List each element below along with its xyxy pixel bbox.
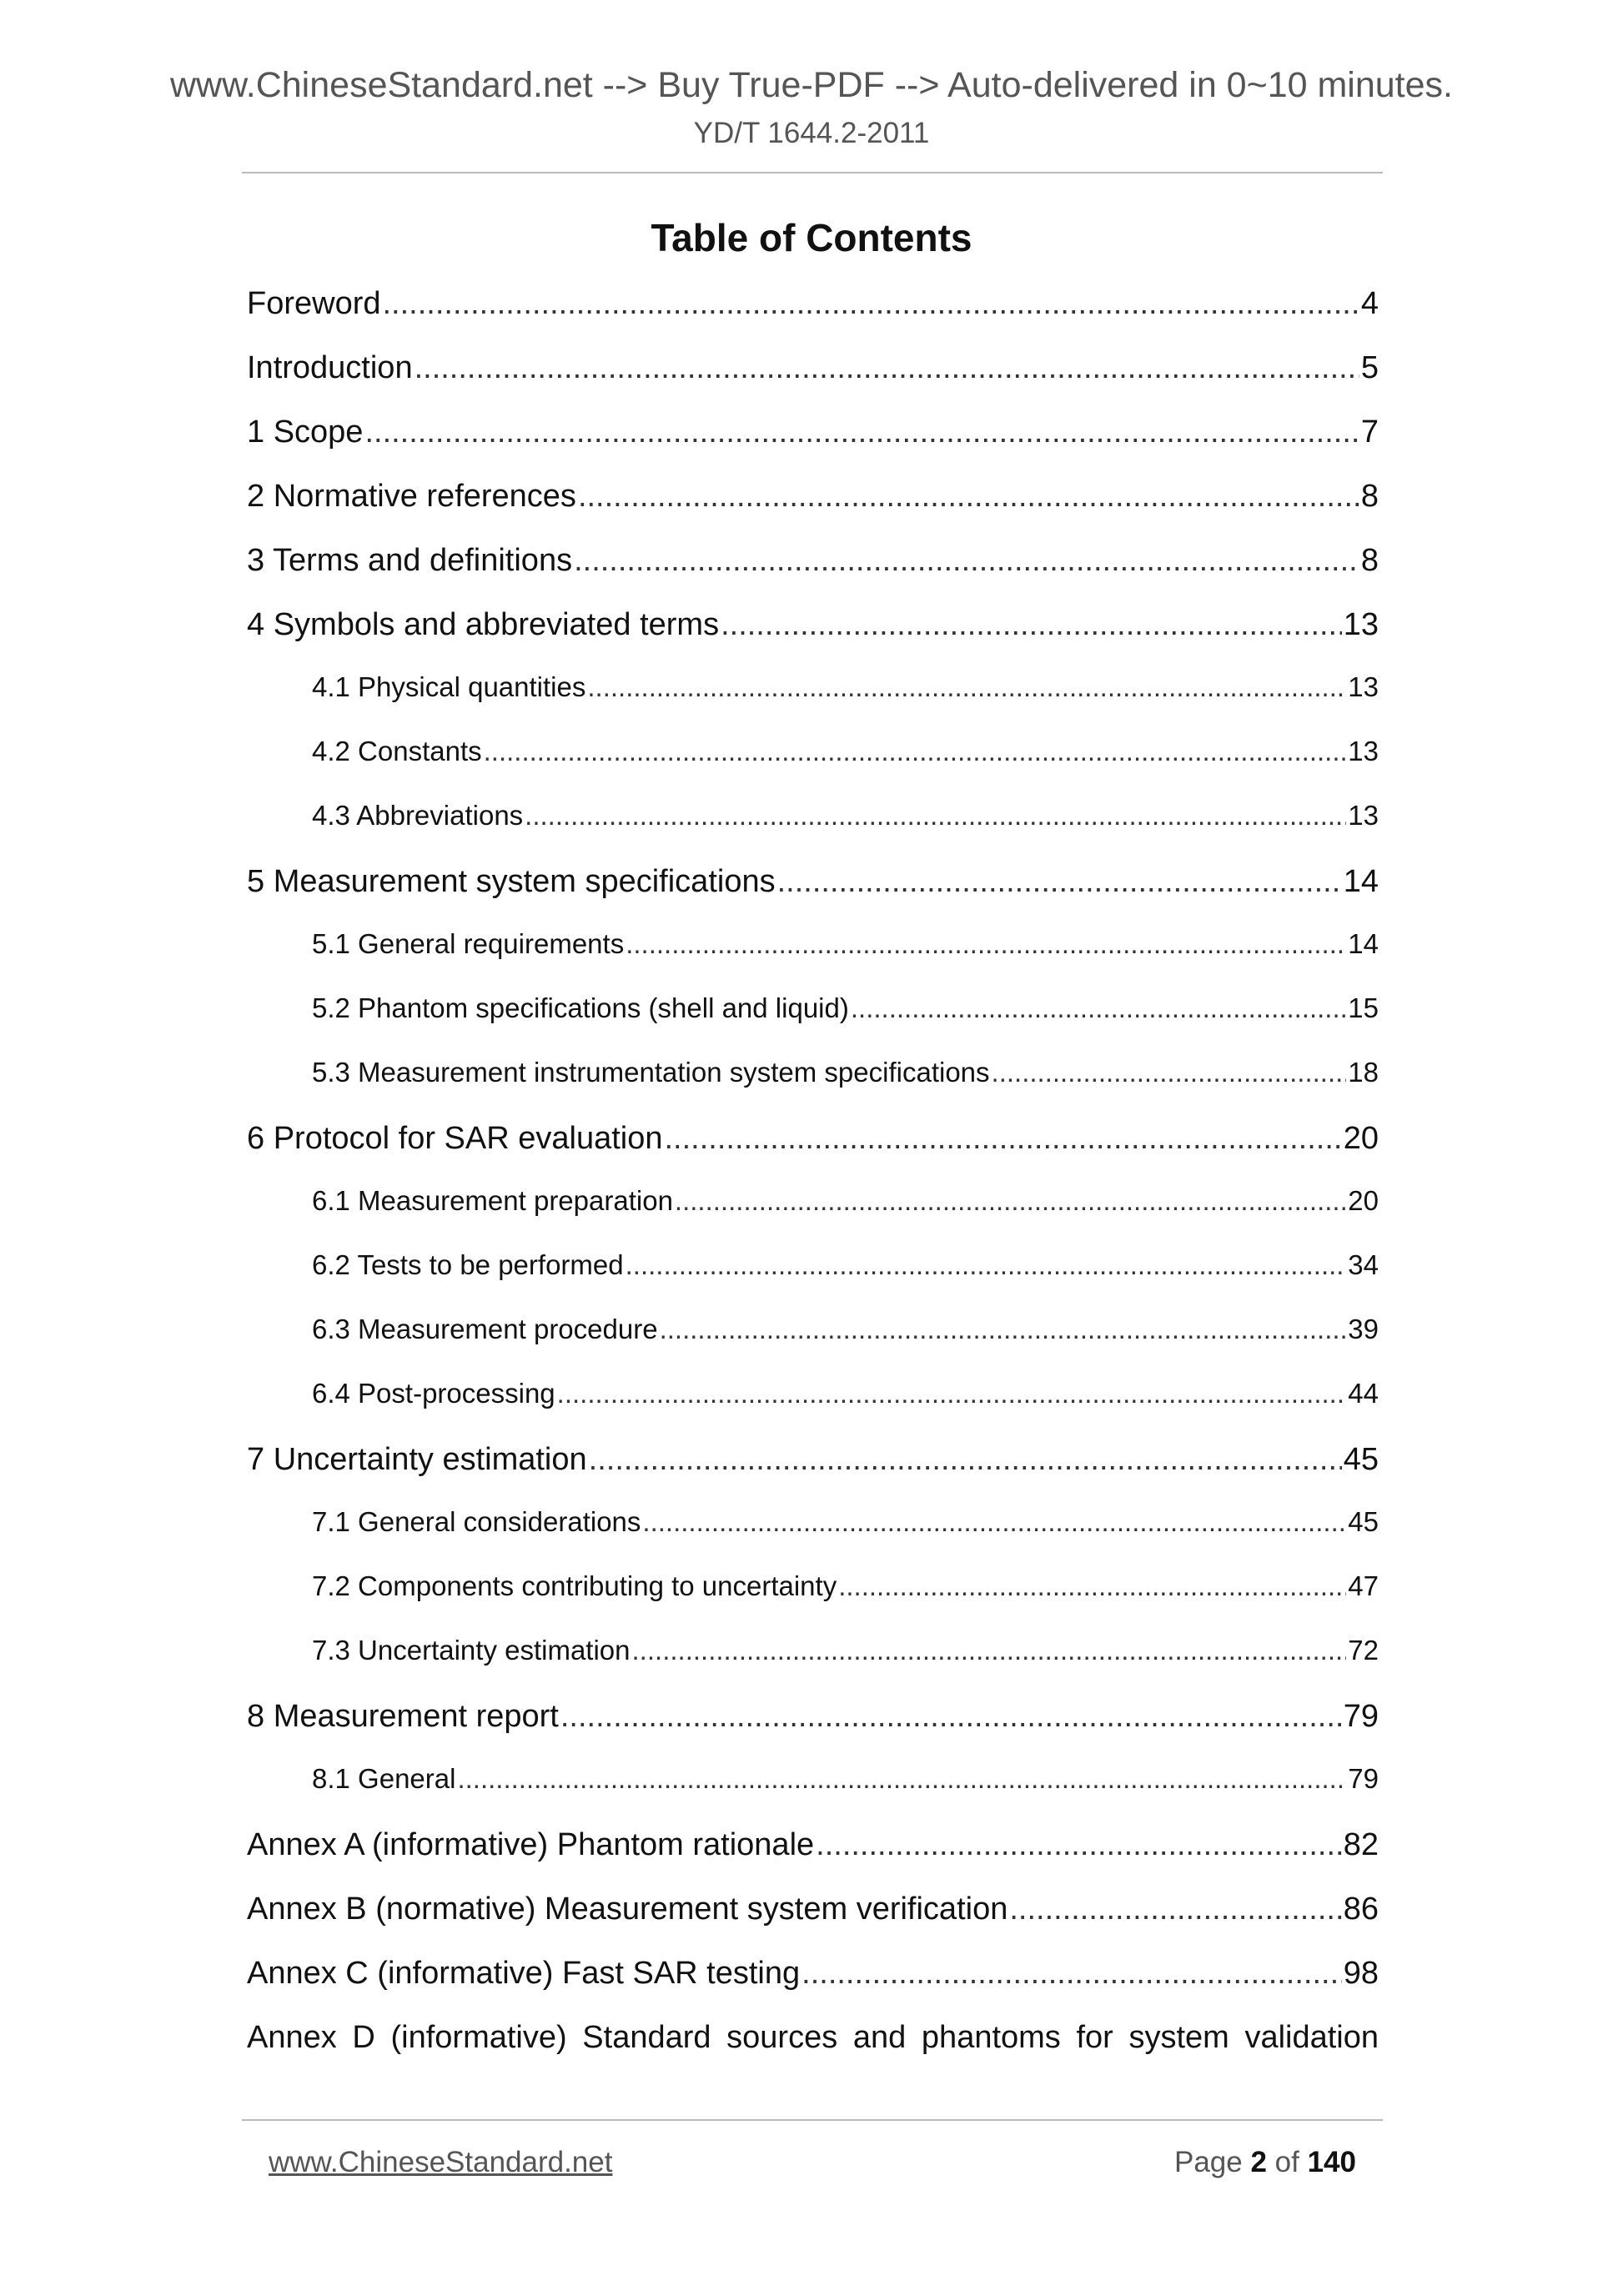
site-banner: www.ChineseStandard.net --> Buy True-PDF --> Auto-delivered in 0~10 minutes. [169,65,1453,105]
toc-entry-label: Annex B (normative) Measurement system verification [247,1892,1008,1927]
toc-entry-tests-to-be-performed[interactable] [312,1249,1379,1314]
toc-entry-label: 8 Measurement report [247,1699,559,1734]
toc-entry-label: 5 Measurement system specifications [247,864,776,899]
toc-leader-dots [589,1442,1342,1478]
toc-entry-measurement-system-specs[interactable] [247,864,1379,928]
toc-entry-sar-protocol[interactable] [247,1121,1379,1185]
footer-divider [242,2119,1383,2121]
toc-entry-page: 4 [1360,286,1379,321]
toc-entry-page: 20 [1343,1121,1379,1156]
toc-leader-dots [574,543,1359,579]
toc-entry-label: 6 Protocol for SAR evaluation [247,1121,663,1156]
toc-leader-dots [383,286,1359,322]
toc-entry-label: 7.1 General considerations [312,1506,641,1537]
toc-entry-page: 13 [1343,607,1379,642]
toc-entry-page: 8 [1360,543,1379,578]
toc-leader-dots [626,928,1346,960]
toc-entry-physical-quantities[interactable] [312,671,1379,736]
toc-entry-label: 5.1 General requirements [312,928,625,959]
toc-leader-dots [557,1378,1347,1409]
toc-leader-dots [665,1121,1342,1157]
toc-entry-label: 3 Terms and definitions [247,543,573,578]
toc-leader-dots [587,671,1346,703]
toc-leader-dots [777,864,1342,900]
toc-entry-uncertainty-estimation[interactable] [247,1442,1379,1506]
toc-entry-introduction[interactable] [247,350,1379,414]
toc-entry-uncertainty-components[interactable] [312,1570,1379,1635]
current-page-number: 2 [1250,2146,1267,2178]
toc-entry-page: 39 [1348,1314,1379,1344]
toc-entry-scope[interactable] [247,414,1379,479]
toc-entry-page: 18 [1348,1057,1379,1088]
toc-entry-label: 4.2 Constants [312,736,482,766]
toc-entry-page: 34 [1348,1249,1379,1280]
toc-entry-page: 82 [1343,1827,1379,1862]
toc-entry-page: 13 [1348,671,1379,702]
toc-entry-label: Introduction [247,350,413,385]
toc-leader-dots [1009,1892,1341,1927]
toc-entry-symbols[interactable] [247,607,1379,671]
toc-entry-page: 14 [1348,928,1379,959]
toc-entry-page: 8 [1360,479,1379,514]
toc-entry-general-considerations[interactable] [312,1506,1379,1570]
toc-entry-page: 98 [1343,1956,1379,1991]
toc-entry-page: 7 [1360,414,1379,450]
toc-entry-measurement-procedure[interactable] [312,1314,1379,1378]
toc-entry-label: Annex C (informative) Fast SAR testing [247,1956,801,1991]
toc-entry-label: Foreword [247,286,381,321]
toc-leader-dots [816,1827,1342,1863]
toc-entry-page: 14 [1343,864,1379,899]
toc-entry-instrumentation-specs[interactable] [312,1057,1379,1121]
toc-entry-page: 13 [1348,800,1379,831]
site-link[interactable]: www.ChineseStandard.net [269,2146,613,2178]
page-word: Page [1173,2146,1243,2178]
toc-leader-dots [525,800,1346,831]
toc-leader-dots [626,1249,1347,1281]
header-divider [242,172,1383,173]
toc-entry-measurement-report[interactable] [247,1699,1379,1763]
toc-leader-dots [642,1506,1346,1538]
toc-entry-annex-a[interactable] [247,1827,1379,1892]
toc-entry-label: 6.1 Measurement preparation [312,1185,673,1216]
toc-entry-post-processing[interactable] [312,1378,1379,1442]
toc-entry-abbreviations[interactable] [312,800,1379,864]
toc-leader-dots [457,1763,1346,1795]
toc-entry-label: 5.3 Measurement instrumentation system specifications [312,1057,990,1088]
toc-entry-measurement-preparation[interactable] [312,1185,1379,1249]
standard-code: YD/T 1644.2-2011 [693,117,930,149]
toc-entry-page: 79 [1348,1763,1379,1794]
toc-entry-label: 2 Normative references [247,479,576,514]
toc-entry-label: 1 Scope [247,414,364,450]
toc-entry-label: 4.1 Physical quantities [312,671,586,702]
toc-entry-annex-b[interactable] [247,1892,1379,1956]
toc-entry-page: 45 [1348,1506,1379,1537]
toc-entry-label: 6.3 Measurement procedure [312,1314,658,1344]
toc-entry-label: 7 Uncertainty estimation [247,1442,587,1477]
toc-entry-label: 6.4 Post-processing [312,1378,555,1409]
toc-leader-dots [364,414,1359,450]
page-counter [1174,2146,1356,2179]
toc-entry-annex-c[interactable] [247,1956,1379,2020]
toc-entry-uncertainty-estimation-sub[interactable] [312,1635,1379,1699]
total-page-number: 140 [1307,2146,1356,2178]
toc-leader-dots [851,992,1346,1024]
toc-entry-label: Annex D (informative) Standard sources and phantoms for system validation [247,2020,1379,2055]
toc-entry-page: 5 [1360,350,1379,385]
toc-entry-normative-references[interactable] [247,479,1379,543]
toc-leader-dots [801,1956,1342,1992]
toc-entry-label: 7.3 Uncertainty estimation [312,1635,631,1665]
of-word: of [1274,2146,1299,2178]
toc-entry-label: 8.1 General [312,1763,456,1794]
page-title: Table of Contents [651,216,972,259]
toc-entry-label: 7.2 Components contributing to uncertainty [312,1570,837,1601]
toc-entry-phantom-specs[interactable] [312,992,1379,1057]
table-of-contents [247,286,1379,2084]
toc-entry-page: 44 [1348,1378,1379,1409]
toc-entry-page: 72 [1348,1635,1379,1665]
toc-leader-dots [632,1635,1347,1666]
toc-leader-dots [838,1570,1346,1602]
toc-entry-page: 15 [1348,992,1379,1023]
toc-entry-report-general[interactable] [312,1763,1379,1827]
toc-leader-dots [721,607,1342,643]
toc-entry-page: 79 [1343,1699,1379,1734]
toc-entry-label: Annex A (informative) Phantom rationale [247,1827,815,1862]
toc-entry-label: 4.3 Abbreviations [312,800,524,831]
toc-entry-page: 13 [1348,736,1379,766]
toc-entry-constants[interactable] [312,736,1379,800]
toc-leader-dots [992,1057,1347,1088]
toc-entry-page: 86 [1343,1892,1379,1927]
toc-entry-general-requirements[interactable] [312,928,1379,992]
toc-entry-label: 6.2 Tests to be performed [312,1249,624,1280]
toc-leader-dots [560,1699,1342,1735]
toc-entry-page: 20 [1348,1185,1379,1216]
toc-entry-foreword[interactable] [247,286,1379,350]
toc-leader-dots [660,1314,1347,1345]
toc-entry-page: 47 [1348,1570,1379,1601]
toc-leader-dots [415,350,1359,386]
toc-entry-label: 4 Symbols and abbreviated terms [247,607,720,642]
toc-leader-dots [484,736,1347,767]
toc-entry-annex-d[interactable] [247,2020,1379,2084]
toc-entry-label: 5.2 Phantom specifications (shell and liquid) [312,992,849,1023]
toc-entry-page: 45 [1343,1442,1379,1477]
toc-entry-terms-and-definitions[interactable] [247,543,1379,607]
toc-leader-dots [578,479,1359,515]
toc-leader-dots [675,1185,1346,1217]
